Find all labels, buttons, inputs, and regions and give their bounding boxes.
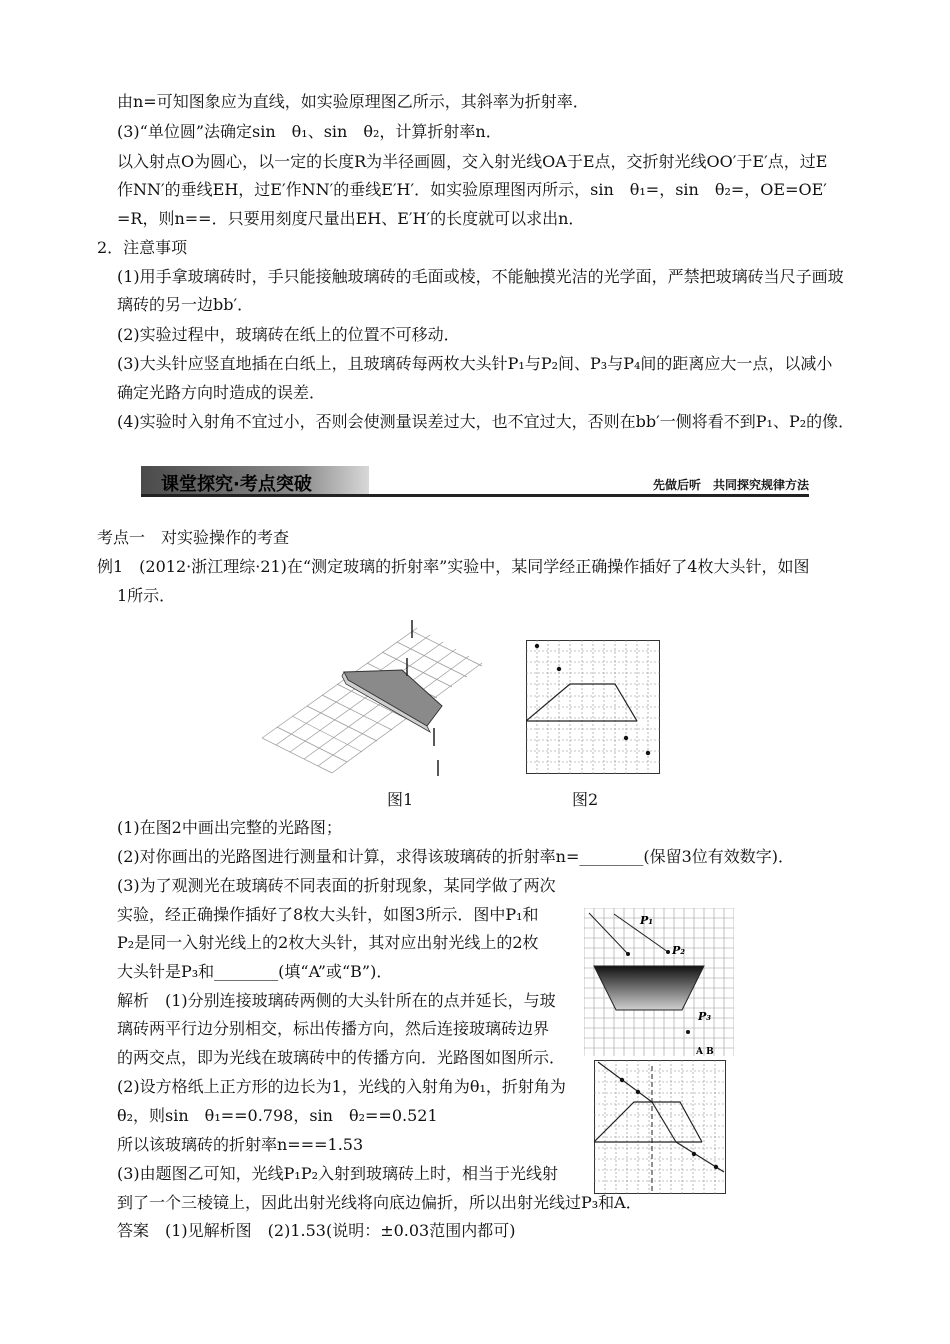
example-line: 1所示． (117, 586, 176, 605)
text-line: (1)用手拿玻璃砖时，手只能接触玻璃砖的毛面或棱，不能触摸光洁的光学面，严禁把玻璃砖当尺子画玻 (117, 267, 844, 286)
text-line: (2)实验过程中，玻璃砖在纸上的位置不可移动． (117, 325, 460, 344)
question-2: (2)对你画出的光路图进行测量和计算，求得该玻璃砖的折射率n=________(保留3位有效数字)． (117, 847, 795, 866)
pin-dot (636, 1090, 640, 1094)
glass-block (344, 670, 442, 726)
question-3: (3)为了观测光在玻璃砖不同表面的折射现象，某同学做了两次 (117, 876, 556, 895)
text-line: (4)实验时入射角不宜过小，否则会使测量误差过大，也不宜过大，否则在bb′一侧将看不到P₁、P₂的像． (117, 412, 855, 431)
figure-solution (594, 1060, 726, 1194)
topic-heading: 考点一 对实验操作的考查 (97, 528, 290, 547)
text-line: 确定光路方向时造成的误差． (117, 383, 326, 402)
text-line: 璃砖的另一边bb′． (117, 295, 254, 314)
figure-3 (584, 908, 734, 1056)
section-heading: 2．注意事项 (97, 238, 188, 257)
text-line: =R，则n==．只要用刻度尺量出EH、E′H′的长度就可以求出n． (117, 209, 585, 228)
pin-dot (624, 736, 628, 740)
figure-caption: 图1 (387, 790, 414, 809)
solution-line: (2)设方格纸上正方形的边长为1，光线的入射角为θ₁，折射角为 (117, 1077, 566, 1096)
solution-line: 璃砖两平行边分别相交，标出传播方向，然后连接玻璃砖边界 (117, 1019, 550, 1038)
question-3: 大头针是P₃和________(填“A”或“B”)． (117, 962, 393, 981)
question-3: P₂是同一入射光线上的2枚大头针，其对应出射光线上的2枚 (117, 933, 539, 952)
solution-line: 所以该玻璃砖的折射率n===1.53 (117, 1135, 364, 1154)
text-line: 作NN′的垂线EH，过E′作NN′的垂线E′H′．如实验原理图丙所示，sin θ₁=，sin θ₂=，OE=OE′ (117, 180, 827, 199)
question-3: 实验，经正确操作插好了8枚大头针，如图3所示．图中P₁和 (117, 905, 539, 924)
pin-dot (686, 1030, 690, 1034)
label-p3: P₃ (698, 1010, 712, 1023)
figure-2 (526, 640, 660, 774)
pin-dot (557, 667, 561, 671)
solution-line: (3)由题图乙可知，光线P₁P₂入射到玻璃砖上时，相当于光线射 (117, 1164, 559, 1183)
pin-dot (620, 1078, 624, 1082)
pin-dot (666, 950, 670, 954)
solution-line: θ₂，则sin θ₁==0.798，sin θ₂==0.521 (117, 1106, 438, 1125)
label-p1: P₁ (640, 914, 654, 927)
label-p2: P₂ (672, 944, 686, 957)
example-line: 例1 (2012·浙江理综·21)在“测定玻璃的折射率”实验中，某同学经正确操作插好了4枚大头针，如图 (97, 557, 810, 576)
text-line: 由n=可知图象应为直线，如实验原理图乙所示，其斜率为折射率． (117, 92, 589, 111)
solution-line: 的两交点，即为光线在玻璃砖中的传播方向．光路图如图所示． (117, 1048, 566, 1067)
solution-line: 到了一个三棱镜上，因此出射光线将向底边偏折，所以出射光线过P₃和A． (117, 1193, 642, 1212)
answer-line: 答案 (1)见解析图 (2)1.53(说明：±0.03范围内都可) (117, 1221, 516, 1240)
pin-dot (692, 1152, 696, 1156)
pin-dot (535, 644, 539, 648)
perspective-grid (262, 628, 482, 773)
banner-title: 课堂探究·考点突破 (161, 474, 312, 495)
figure-caption: 图2 (572, 790, 599, 809)
question-1: (1)在图2中画出完整的光路图； (117, 818, 342, 837)
solution-line: 解析 (1)分别连接玻璃砖两侧的大头针所在的点并延长，与玻 (117, 991, 556, 1010)
text-line: 以入射点O为圆心，以一定的长度R为半径画圆，交入射光线OA于E点，交折射光线OO′于E′点，过E (117, 152, 828, 171)
section-banner (141, 466, 809, 500)
label-ab: A B (696, 1047, 714, 1056)
figure-1 (262, 618, 502, 778)
text-line: (3)大头针应竖直地插在白纸上，且玻璃砖每两枚大头针P₁与P₂间、P₃与P₄间的距离应大一点，以减小 (117, 354, 833, 373)
text-line: (3)“单位圆”法确定sin θ₁、sin θ₂，计算折射率n． (117, 122, 502, 141)
pin-dot (646, 751, 650, 755)
pin-dot (714, 1165, 718, 1169)
pin-dot (626, 952, 630, 956)
banner-subtitle: 先做后听 共同探究规律方法 (652, 478, 809, 492)
